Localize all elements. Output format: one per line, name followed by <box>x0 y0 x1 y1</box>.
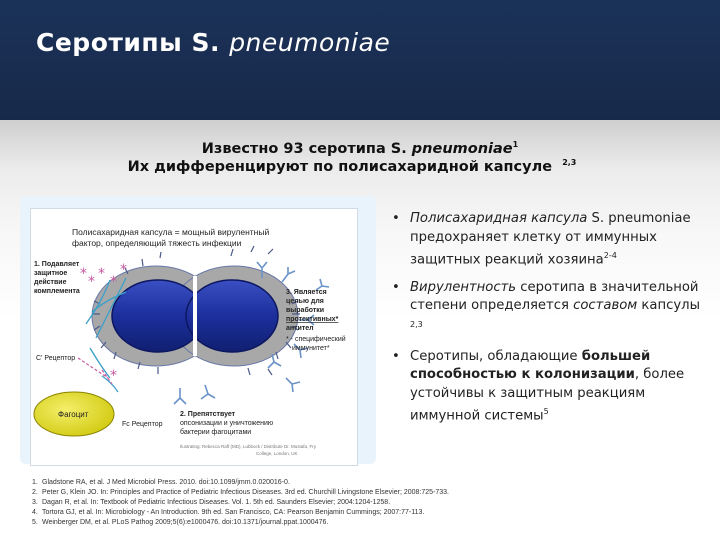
svg-text:*: * <box>80 266 87 282</box>
label1-line2: защитное <box>34 270 68 277</box>
title-bar <box>0 0 720 120</box>
reference-item: 2. Peter G, Klein JO. In: Principles and Practice of Pediatric Infectious Diseases. 3rd ed. Churchill Livingstone Elsevier; 2008:725-733. <box>32 489 449 496</box>
reference-item: 5. Weinberger DM, et al. PLoS Pathog 2009;5(6):e1000476. doi:10.1371/journal.ppat.1000476. <box>32 519 329 526</box>
figure-caption-line2: фактор, определяющий тяжесть инфекции <box>72 238 242 248</box>
phagocyte-label: Фагоцит <box>58 410 89 419</box>
capsule-diagram <box>30 208 356 464</box>
credit-line1: Ilustrating: Rebecca Raff (MD), Lubbock / Distribute Dr. Mustafa, Fry <box>180 444 316 449</box>
label-antibody-target <box>286 289 346 352</box>
svg-text:*: * <box>98 266 105 282</box>
label3-line4: протективных* <box>286 316 339 323</box>
svg-text:*: * <box>88 274 95 290</box>
label3-line5: антител <box>286 325 314 332</box>
bullet-dot: • <box>392 348 400 364</box>
label1-line1: 1. Подавляет <box>34 261 80 268</box>
bullet-capsule: • Полисахаридная капсула S. pneumoniae предохраняет клетку от иммунных защитных реакций хозяина$^{2-4}$ <box>392 211 691 268</box>
label2-line1: 2. Препятствует <box>180 411 236 418</box>
label-complement <box>34 261 80 295</box>
label3-note2: иммунитет* <box>292 345 330 352</box>
heading-capsule-differentiation: Их дифференцируют по полисахаридной капсуле $^{2,3}$ <box>127 158 577 175</box>
label1-line3: действие <box>34 279 67 286</box>
label1-line4: комплемента <box>34 288 80 295</box>
c-receptor-label: C' Рецептор <box>36 355 76 362</box>
label3-line2: целью для <box>286 298 324 305</box>
bullet-list <box>392 210 708 435</box>
label3-note1: * - специфический <box>286 336 346 343</box>
credit-line2: College, London, UK <box>256 451 298 456</box>
bacterium-cells <box>112 276 278 356</box>
bullet-colonization: • Серотипы, обладающие большей способностью к колонизации, более устойчивы к защитным реакциям иммунной системы$^5$ <box>392 348 685 424</box>
label3-line1: 3. Является <box>286 289 327 296</box>
bullet-virulence: • Вирулентность серотипа в значительной степени определяется составом капсулы $^{2,3}$ <box>392 279 700 329</box>
svg-text:*: * <box>120 262 127 278</box>
figure-caption-line1: Полисахаридная капсула = мощный вирулентный <box>72 227 270 237</box>
label2-line2: опсонизации и уничтожению <box>180 420 274 427</box>
bullet-dot: • <box>392 211 400 226</box>
label2-line3: бактерии фагоцитами <box>180 429 252 436</box>
reference-item: 4. Tortora GJ, et al. In: Microbiology - An Introduction. 9th ed. San Francisco, CA: Pearson Benjamin Cummings; 2007:77-113. <box>32 509 425 516</box>
bullet-dot: • <box>392 279 400 295</box>
slide-title: Серотипы S. pneumoniae <box>36 28 391 57</box>
label3-line3: выработки <box>286 307 325 314</box>
figure-credit <box>180 444 317 456</box>
svg-text:*: * <box>110 368 117 384</box>
label-opsonization <box>180 411 273 436</box>
heading-serotype-count: Известно 93 серотипа S. pneumoniae$^1$ <box>201 140 519 157</box>
reference-item: 1. Gladstone RA, et al. J Med Microbiol Press. 2010. doi:10.1099/jmm.0.020016-0. <box>32 479 290 486</box>
reference-item: 3. Dagan R, et al. In: Textbook of Pediatric Infectious Diseases. Vol. 1. 5th ed. Saunders Elsevier; 2004:1204-1258. <box>32 499 391 506</box>
references <box>32 478 712 528</box>
svg-text:*: * <box>110 274 117 290</box>
fc-receptor-label: Fc Рецептор <box>122 421 163 428</box>
